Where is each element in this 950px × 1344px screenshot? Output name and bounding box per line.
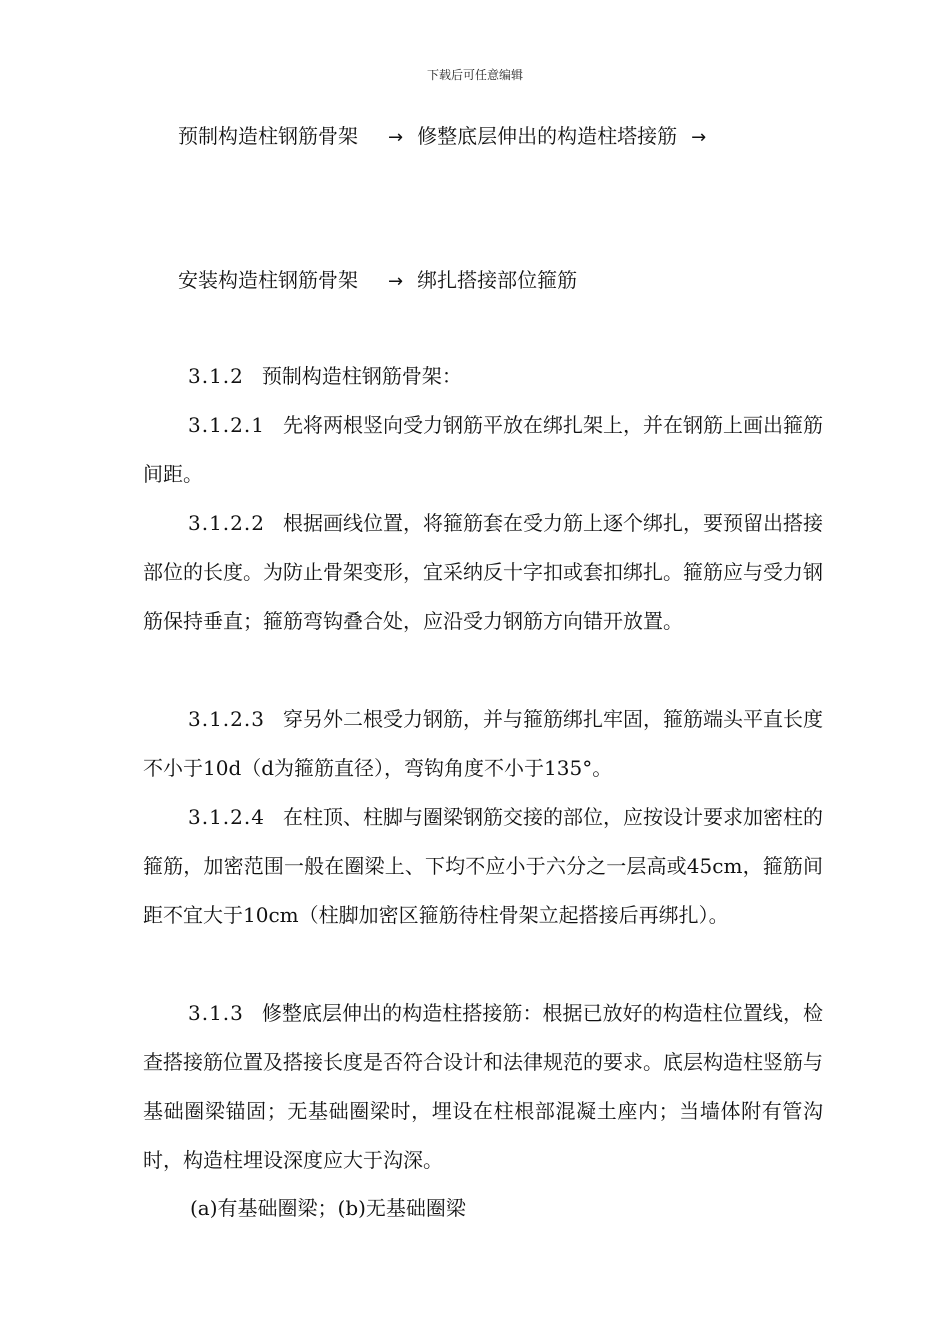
page-header: 下载后可任意编辑 — [426, 68, 523, 82]
section-number: 3.1.2.1 — [188, 413, 265, 437]
section-text: 在柱顶、柱脚与圈梁钢筋交接的部位，应按设计要求加密柱的箍筋，加密范围一般在圈梁上、下均不应小于六分之一层高或45cm，箍筋间距不宜大于10cm（柱脚加密区箍筋待柱骨架立起搭接后再绑扎）。 — [143, 805, 823, 927]
section-text: 根据画线位置，将箍筋套在受力筋上逐个绑扎，要预留出搭接部位的长度。为防止骨架变形，宜采纳反十字扣或套扣绑扎。箍筋应与受力钢筋保持垂直；箍筋弯钩叠合处，应沿受力钢筋方向错开放置。 — [143, 511, 823, 633]
figure-caption: (a)有基础圈梁；(b)无基础圈梁 — [190, 1196, 466, 1220]
flow-step-prefab-frame: 预制构造柱钢筋骨架 — [178, 124, 358, 148]
section-3-1-2-1 — [143, 401, 823, 499]
section-text: 预制构造柱钢筋骨架： — [261, 364, 462, 388]
section-3-1-3 — [143, 989, 823, 1185]
section-3-1-2-2 — [143, 499, 823, 646]
section-3-1-2-3 — [143, 695, 823, 793]
flow-line-1 — [178, 120, 720, 152]
section-number: 3.1.2.3 — [188, 707, 265, 731]
section-number: 3.1.3 — [188, 1001, 244, 1025]
flow-step-tie-stirrups: 绑扎搭接部位箍筋 — [417, 268, 578, 292]
section-3-1-2 — [143, 352, 823, 401]
flow-step-trim-bars: 修整底层伸出的构造柱塔接筋 — [417, 124, 678, 148]
section-3-1-2-4 — [143, 793, 823, 940]
section-text: 穿另外二根受力钢筋，并与箍筋绑扎牢固，箍筋端头平直长度不小于10d（d为箍筋直径），弯钩角度不小于135°。 — [143, 707, 823, 780]
section-number: 3.1.2 — [188, 364, 244, 388]
section-number: 3.1.2.4 — [188, 805, 265, 829]
arrow-right-icon: → — [388, 127, 404, 148]
flow-line-2 — [178, 264, 577, 296]
flow-step-install-frame: 安装构造柱钢筋骨架 — [178, 268, 358, 292]
arrow-right-icon: → — [388, 271, 404, 292]
section-number: 3.1.2.2 — [188, 511, 265, 535]
arrow-right-icon: → — [691, 127, 707, 148]
section-text: 先将两根竖向受力钢筋平放在绑扎架上，并在钢筋上画出箍筋间距。 — [143, 413, 823, 486]
section-text: 修整底层伸出的构造柱搭接筋：根据已放好的构造柱位置线，检查搭接筋位置及搭接长度是否符合设计和法律规范的要求。底层构造柱竖筋与基础圈梁锚固；无基础圈梁时，埋设在柱根部混凝土座内；当墙体附有管沟时，构造柱埋设深度应大于沟深。 — [143, 1001, 823, 1172]
